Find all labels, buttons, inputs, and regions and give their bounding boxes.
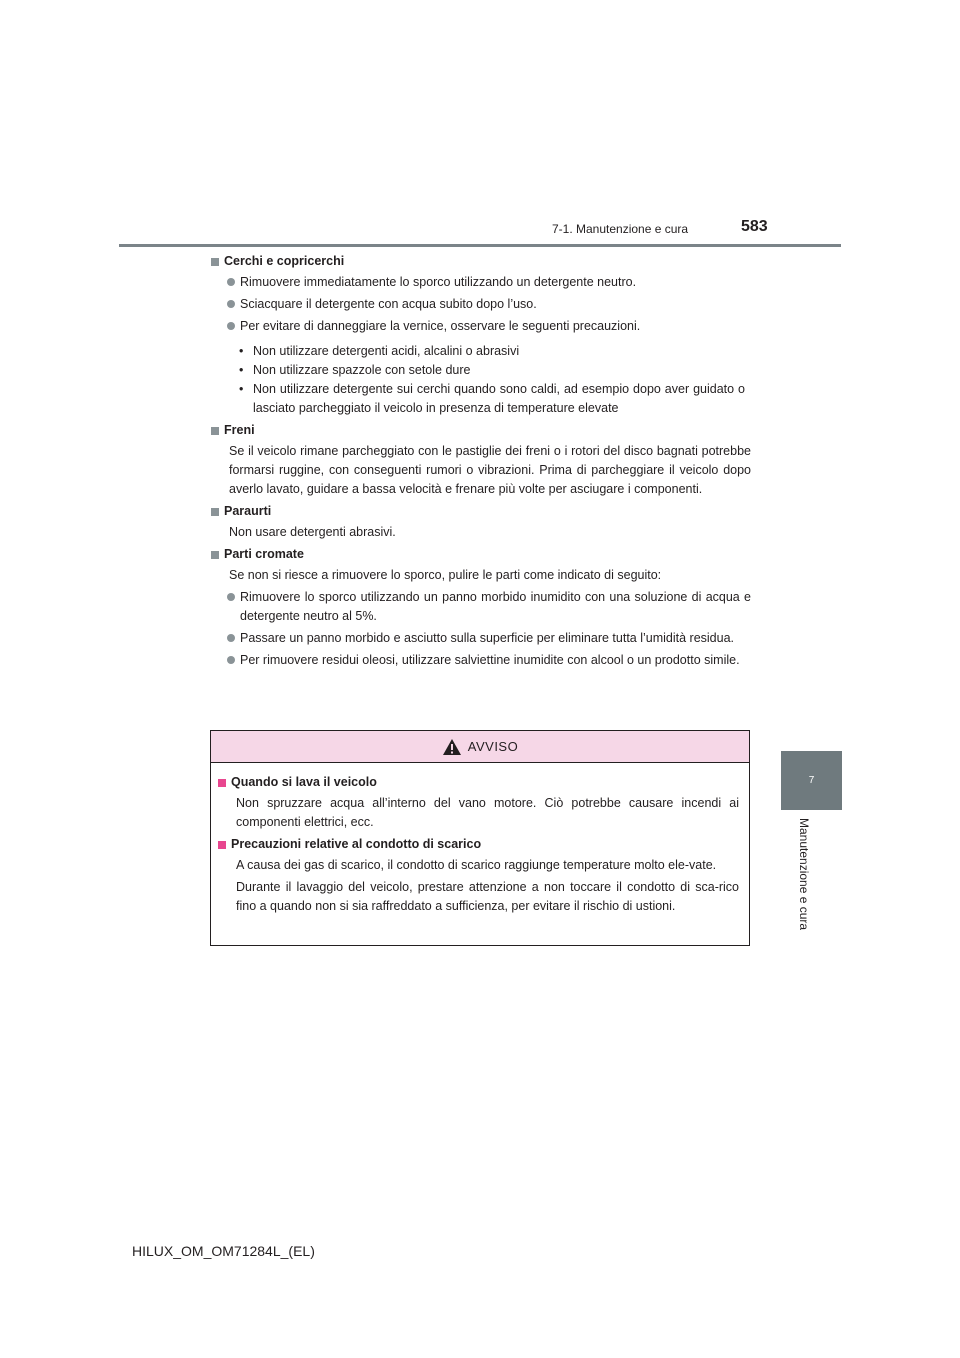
section-paragraph: Non usare detergenti abrasivi. <box>229 525 396 539</box>
list-item-text: Passare un panno morbido e asciutto sulla superficie per eliminare tutta l’umidità residua. <box>240 631 735 645</box>
list-item <box>227 629 751 648</box>
footer-doc-code: HILUX_OM_OM71284L_(EL) <box>132 1243 315 1259</box>
warning-triangle-icon <box>442 738 462 756</box>
section-freni <box>211 421 751 499</box>
pink-square-bullet-icon <box>218 841 226 849</box>
chapter-tab <box>781 751 842 810</box>
list-item-text: Per evitare di danneggiare la vernice, osservare le seguenti precauzioni. <box>240 319 641 333</box>
list-item-text: Sciacquare il detergente con acqua subito dopo l’uso. <box>240 297 537 311</box>
section-heading <box>211 252 751 271</box>
square-bullet-icon <box>211 427 219 435</box>
warning-item-heading <box>218 773 739 792</box>
sub-list-item-text: Non utilizzare spazzole con setole dure <box>253 363 471 377</box>
warning-item-title: Precauzioni relative al condotto di scarico <box>231 837 482 851</box>
section-title: Parti cromate <box>224 547 304 561</box>
sub-list-item <box>239 380 751 418</box>
warning-paragraph: Non spruzzare acqua all’interno del vano motore. Ciò potrebbe causare incendi ai componenti elettrici, ecc. <box>236 796 739 829</box>
round-bullet-icon <box>227 278 235 286</box>
section-heading <box>211 545 751 564</box>
section-paraurti <box>211 502 751 542</box>
chapter-label: Manutenzione e cura <box>797 818 811 931</box>
section-cerchi <box>211 252 751 418</box>
round-bullet-icon <box>227 656 235 664</box>
section-title: Paraurti <box>224 504 272 518</box>
warning-item-heading <box>218 835 739 854</box>
warning-box <box>210 730 750 946</box>
section-cromate <box>211 545 751 670</box>
warning-header <box>211 731 749 763</box>
round-bullet-icon <box>227 634 235 642</box>
warning-body <box>211 763 749 916</box>
round-bullet-icon <box>227 300 235 308</box>
header-section-title: 7-1. Manutenzione e cura <box>552 222 689 236</box>
small-bullet-icon: • <box>239 363 244 377</box>
section-heading <box>211 421 751 440</box>
pink-square-bullet-icon <box>218 779 226 787</box>
section-title: Cerchi e copricerchi <box>224 254 345 268</box>
round-bullet-icon <box>227 593 235 601</box>
list-item-text: Rimuovere immediatamente lo sporco utilizzando un detergente neutro. <box>240 275 637 289</box>
list-item <box>227 651 751 670</box>
square-bullet-icon <box>211 551 219 559</box>
page-number: 583 <box>741 218 768 235</box>
list-item <box>227 273 751 292</box>
sub-list-item-text: Non utilizzare detergenti acidi, alcalini o abrasivi <box>253 344 520 358</box>
section-paragraph: Se il veicolo rimane parcheggiato con le pastiglie dei freni o i rotori del disco bagnati potrebbe formarsi ruggine, con conseguenti rumori o vibrazioni. Prima di parcheggiare il veicolo dopo averlo lavato, guidare a bassa velocità e frenare più volte per asciugare i componenti. <box>229 444 751 496</box>
sub-list-item <box>239 342 751 361</box>
list-item <box>227 588 751 626</box>
sub-list-item-text: Non utilizzare detergente sui cerchi quando sono caldi, ad esempio dopo aver guidato o lasciato parcheggiato il veicolo in presenza di temperature elevate <box>253 382 745 415</box>
square-bullet-icon <box>211 508 219 516</box>
list-item <box>227 295 751 314</box>
round-bullet-icon <box>227 322 235 330</box>
chapter-number: 7 <box>808 775 815 786</box>
small-bullet-icon: • <box>239 344 244 358</box>
square-bullet-icon <box>211 258 219 266</box>
sub-list-item <box>239 361 751 380</box>
section-paragraph: Se non si riesce a rimuovere lo sporco, pulire le parti come indicato di seguito: <box>229 568 662 582</box>
small-bullet-icon: • <box>239 382 244 396</box>
warning-item-title: Quando si lava il veicolo <box>231 775 377 789</box>
list-item <box>227 317 751 336</box>
warning-paragraph: A causa dei gas di scarico, il condotto di scarico raggiunge temperature molto ele-vate. <box>236 858 717 872</box>
header-divider <box>119 244 841 247</box>
main-content <box>211 252 751 673</box>
warning-title: AVVISO <box>467 739 519 754</box>
warning-paragraph: Durante il lavaggio del veicolo, prestare attenzione a non toccare il condotto di sca-rico fino a quando non si sia raffreddato a sufficienza, per evitare il rischio di ustioni. <box>236 880 739 913</box>
section-title: Freni <box>224 423 255 437</box>
section-heading <box>211 502 751 521</box>
list-item-text: Per rimuovere residui oleosi, utilizzare salviettine inumidite con alcool o un prodotto simile. <box>240 653 740 667</box>
list-item-text: Rimuovere lo sporco utilizzando un panno morbido inumidito con una soluzione di acqua e detergente neutro al 5%. <box>240 590 751 623</box>
